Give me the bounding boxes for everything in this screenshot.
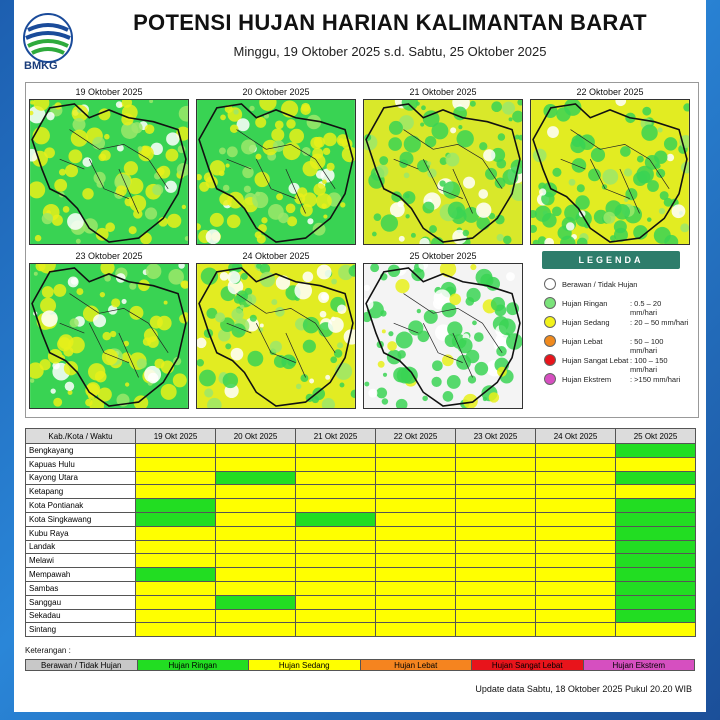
- forecast-cell: [456, 595, 536, 609]
- map-date-label: 19 Oktober 2025: [75, 87, 143, 97]
- map-date-label: 22 Oktober 2025: [576, 87, 644, 97]
- table-row: [26, 540, 696, 554]
- forecast-cell: [376, 471, 456, 485]
- forecast-cell: [616, 581, 696, 595]
- forecast-cell: [296, 485, 376, 499]
- table-date-header: 20 Okt 2025: [216, 429, 296, 444]
- forecast-cell: [616, 457, 696, 471]
- forecast-cell: [216, 485, 296, 499]
- legend-item-range: : 100 – 150 mm/hari: [630, 356, 668, 374]
- forecast-cell: [136, 595, 216, 609]
- map-date-label: 24 Oktober 2025: [242, 251, 310, 261]
- forecast-cell: [616, 554, 696, 568]
- rainfall-map: [363, 99, 523, 245]
- legend-item-name: Berawan / Tidak Hujan: [562, 280, 638, 289]
- forecast-cell: [616, 499, 696, 513]
- forecast-cell: [536, 595, 616, 609]
- table-row: [26, 457, 696, 471]
- table-row: [26, 595, 696, 609]
- region-name: Mempawah: [26, 568, 136, 582]
- forecast-cell: [216, 526, 296, 540]
- table-row: [26, 444, 696, 458]
- keterangan-item: Berawan / Tidak Hujan: [26, 660, 138, 670]
- table-row: [26, 526, 696, 540]
- forecast-cell: [376, 457, 456, 471]
- region-name: Ketapang: [26, 485, 136, 499]
- legend-item-range: : 50 – 100 mm/hari: [630, 337, 664, 355]
- legend-item: [538, 294, 690, 317]
- keterangan-item: Hujan Sangat Lebat: [472, 660, 584, 670]
- forecast-cell: [296, 444, 376, 458]
- forecast-cell: [456, 581, 536, 595]
- forecast-cell: [216, 457, 296, 471]
- forecast-cell: [376, 609, 456, 623]
- legend: [538, 251, 690, 411]
- forecast-cell: [216, 568, 296, 582]
- forecast-cell: [296, 623, 376, 637]
- map-date-label: 20 Oktober 2025: [242, 87, 310, 97]
- table-date-header: 22 Okt 2025: [376, 429, 456, 444]
- forecast-cell: [376, 540, 456, 554]
- table-row: [26, 623, 696, 637]
- forecast-cell: [216, 444, 296, 458]
- forecast-cell: [296, 471, 376, 485]
- region-name: Sekadau: [26, 609, 136, 623]
- table-date-header: 25 Okt 2025: [616, 429, 696, 444]
- region-name: Bengkayang: [26, 444, 136, 458]
- forecast-cell: [456, 540, 536, 554]
- forecast-cell: [616, 512, 696, 526]
- forecast-cell: [536, 581, 616, 595]
- forecast-cell: [296, 595, 376, 609]
- forecast-cell: [456, 526, 536, 540]
- forecast-cell: [376, 526, 456, 540]
- keterangan-item: Hujan Sedang: [249, 660, 361, 670]
- forecast-cell: [536, 457, 616, 471]
- legend-item-range: : >150 mm/hari: [630, 375, 681, 384]
- region-name: Kota Pontianak: [26, 499, 136, 513]
- legend-item-name: Hujan Sangat Lebat: [562, 356, 629, 365]
- forecast-cell: [216, 623, 296, 637]
- rainfall-map: [29, 99, 189, 245]
- forecast-cell: [456, 623, 536, 637]
- region-name: Kubu Raya: [26, 526, 136, 540]
- forecast-map-day-5: [29, 251, 189, 409]
- forecast-cell: [376, 512, 456, 526]
- forecast-cell: [456, 609, 536, 623]
- keterangan-label: Keterangan :: [25, 646, 71, 655]
- forecast-cell: [136, 457, 216, 471]
- page-subtitle: Minggu, 19 Oktober 2025 s.d. Sabtu, 25 Oktober 2025: [233, 44, 547, 59]
- legend-item-name: Hujan Lebat: [562, 337, 603, 346]
- forecast-cell: [536, 444, 616, 458]
- forecast-cell: [296, 526, 376, 540]
- maps-panel: [25, 82, 699, 418]
- legend-item-name: Hujan Ekstrem: [562, 375, 612, 384]
- table-row: [26, 554, 696, 568]
- forecast-cell: [296, 457, 376, 471]
- forecast-map-day-3: [363, 87, 523, 245]
- legend-item-name: Hujan Ringan: [562, 299, 608, 308]
- forecast-cell: [136, 540, 216, 554]
- forecast-cell: [296, 554, 376, 568]
- legend-item-range: : 20 – 50 mm/hari: [630, 318, 689, 327]
- forecast-map-day-4: [530, 87, 690, 245]
- forecast-cell: [136, 568, 216, 582]
- forecast-map-day-2: [196, 87, 356, 245]
- table-row: [26, 512, 696, 526]
- forecast-cell: [536, 526, 616, 540]
- table-row: [26, 471, 696, 485]
- forecast-cell: [376, 499, 456, 513]
- forecast-cell: [456, 471, 536, 485]
- forecast-cell: [296, 581, 376, 595]
- forecast-cell: [616, 540, 696, 554]
- rainfall-map: [196, 99, 356, 245]
- forecast-cell: [216, 581, 296, 595]
- forecast-cell: [376, 554, 456, 568]
- region-name: Landak: [26, 540, 136, 554]
- forecast-cell: [136, 526, 216, 540]
- forecast-cell: [216, 540, 296, 554]
- forecast-cell: [216, 595, 296, 609]
- forecast-cell: [136, 609, 216, 623]
- forecast-cell: [456, 512, 536, 526]
- region-name: Sintang: [26, 623, 136, 637]
- forecast-cell: [296, 609, 376, 623]
- region-name: Sambas: [26, 581, 136, 595]
- forecast-cell: [536, 512, 616, 526]
- forecast-cell: [616, 485, 696, 499]
- forecast-cell: [136, 512, 216, 526]
- map-date-label: 25 Oktober 2025: [409, 251, 477, 261]
- forecast-cell: [376, 485, 456, 499]
- forecast-cell: [456, 457, 536, 471]
- forecast-cell: [296, 568, 376, 582]
- rainfall-map: [29, 263, 189, 409]
- forecast-cell: [616, 471, 696, 485]
- legend-item: [538, 370, 690, 389]
- forecast-cell: [456, 568, 536, 582]
- forecast-cell: [376, 595, 456, 609]
- legend-swatch: [544, 354, 556, 366]
- legend-item: [538, 313, 690, 332]
- forecast-cell: [376, 444, 456, 458]
- forecast-cell: [296, 512, 376, 526]
- table-row: [26, 609, 696, 623]
- page-title: POTENSI HUJAN HARIAN KALIMANTAN BARAT: [133, 10, 647, 35]
- table-date-header: 23 Okt 2025: [456, 429, 536, 444]
- forecast-cell: [376, 581, 456, 595]
- forecast-cell: [216, 512, 296, 526]
- legend-swatch: [544, 335, 556, 347]
- legend-swatch: [544, 297, 556, 309]
- forecast-cell: [536, 609, 616, 623]
- forecast-cell: [536, 568, 616, 582]
- legend-item: [538, 351, 690, 374]
- forecast-map-day-7: [363, 251, 523, 409]
- forecast-cell: [216, 609, 296, 623]
- forecast-cell: [456, 554, 536, 568]
- legend-swatch: [544, 278, 556, 290]
- region-name: Kota Singkawang: [26, 512, 136, 526]
- forecast-cell: [616, 609, 696, 623]
- keterangan-item: Hujan Lebat: [361, 660, 473, 670]
- keterangan-bar: [25, 659, 695, 671]
- region-name: Melawi: [26, 554, 136, 568]
- legend-item-range: : 0.5 – 20 mm/hari: [630, 299, 662, 317]
- region-name: Kayong Utara: [26, 471, 136, 485]
- table-corner-header: Kab./Kota / Waktu: [26, 429, 136, 444]
- update-timestamp: Update data Sabtu, 18 Oktober 2025 Pukul 20.20 WIB: [475, 684, 692, 694]
- legend-item: [538, 332, 690, 355]
- forecast-cell: [536, 471, 616, 485]
- forecast-cell: [456, 444, 536, 458]
- forecast-cell: [536, 540, 616, 554]
- forecast-cell: [216, 471, 296, 485]
- legend-item: [538, 275, 690, 294]
- forecast-cell: [136, 623, 216, 637]
- forecast-cell: [136, 471, 216, 485]
- legend-swatch: [544, 373, 556, 385]
- forecast-cell: [376, 623, 456, 637]
- map-date-label: 23 Oktober 2025: [75, 251, 143, 261]
- forecast-cell: [616, 444, 696, 458]
- forecast-cell: [136, 485, 216, 499]
- table-row: [26, 485, 696, 499]
- forecast-cell: [296, 499, 376, 513]
- table-date-header: 24 Okt 2025: [536, 429, 616, 444]
- forecast-cell: [536, 554, 616, 568]
- forecast-cell: [296, 540, 376, 554]
- forecast-cell: [616, 526, 696, 540]
- legend-swatch: [544, 316, 556, 328]
- table-date-header: 19 Okt 2025: [136, 429, 216, 444]
- forecast-cell: [136, 554, 216, 568]
- forecast-cell: [536, 499, 616, 513]
- logo-text: BMKG: [24, 60, 58, 72]
- forecast-table: [25, 428, 696, 637]
- forecast-cell: [136, 444, 216, 458]
- forecast-cell: [136, 499, 216, 513]
- forecast-cell: [456, 485, 536, 499]
- forecast-cell: [536, 485, 616, 499]
- table-row: [26, 499, 696, 513]
- table-row: [26, 568, 696, 582]
- forecast-cell: [616, 623, 696, 637]
- table-date-header: 21 Okt 2025: [296, 429, 376, 444]
- keterangan-item: Hujan Ekstrem: [584, 660, 695, 670]
- map-date-label: 21 Oktober 2025: [409, 87, 477, 97]
- rainfall-map: [530, 99, 690, 245]
- forecast-cell: [216, 554, 296, 568]
- table-row: [26, 581, 696, 595]
- legend-item-name: Hujan Sedang: [562, 318, 610, 327]
- region-name: Kapuas Hulu: [26, 457, 136, 471]
- forecast-map-day-1: [29, 87, 189, 245]
- legend-title: LEGENDA: [542, 251, 680, 269]
- forecast-map-day-6: [196, 251, 356, 409]
- forecast-cell: [536, 623, 616, 637]
- rainfall-map: [196, 263, 356, 409]
- forecast-cell: [616, 568, 696, 582]
- rainfall-map: [363, 263, 523, 409]
- keterangan-item: Hujan Ringan: [138, 660, 250, 670]
- forecast-cell: [136, 581, 216, 595]
- forecast-cell: [376, 568, 456, 582]
- region-name: Sanggau: [26, 595, 136, 609]
- forecast-cell: [216, 499, 296, 513]
- table-header-row: [26, 429, 696, 444]
- forecast-cell: [616, 595, 696, 609]
- forecast-cell: [456, 499, 536, 513]
